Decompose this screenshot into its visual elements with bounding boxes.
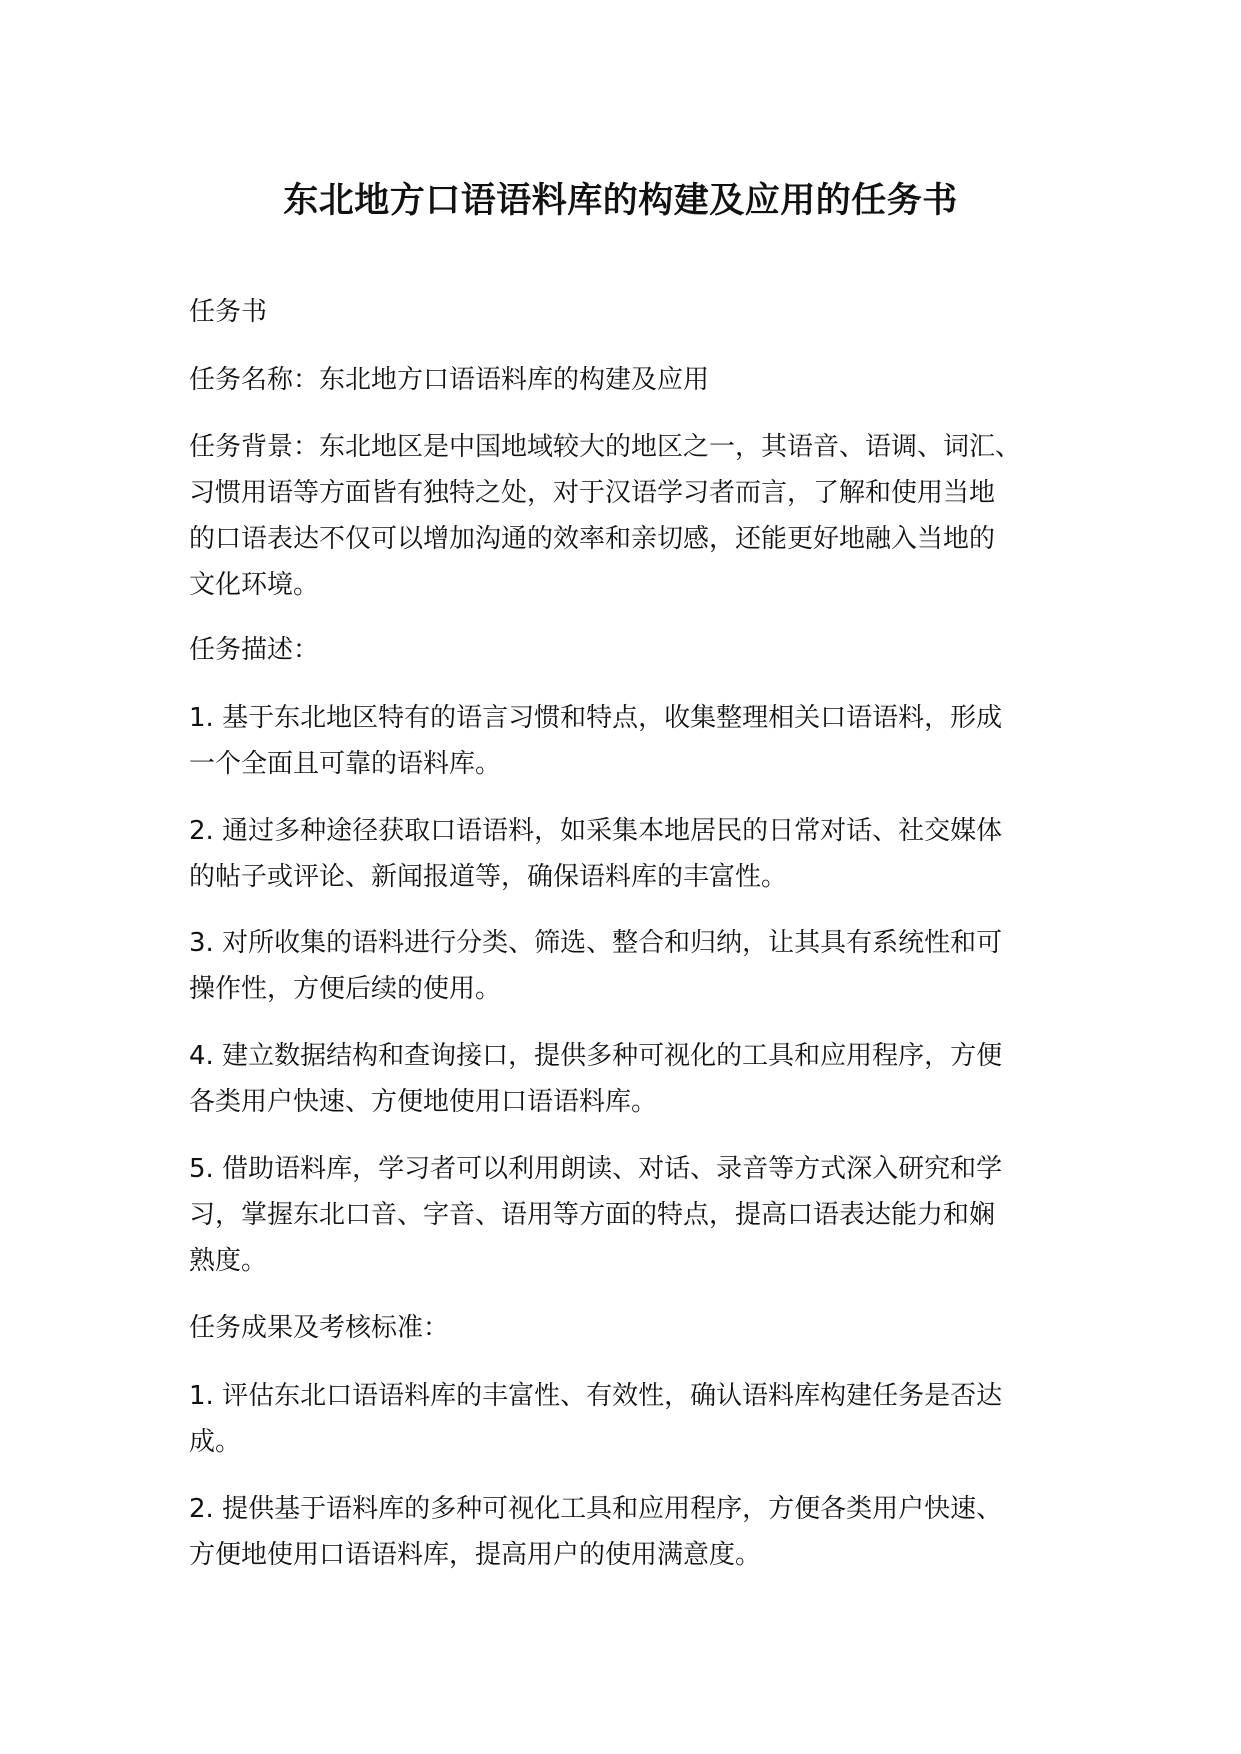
paragraph-outcomes-heading xyxy=(189,1305,1079,1351)
paragraph-line: 的帖子或评论、新闻报道等，确保语料库的丰富性。 xyxy=(189,862,788,892)
document-title: 东北地方口语语料库的构建及应用的任务书 xyxy=(283,181,958,221)
paragraph-task-background xyxy=(189,424,1079,608)
paragraph-task-name xyxy=(189,357,1079,403)
paragraph-line: 方便地使用口语语料库，提高用户的使用满意度。 xyxy=(189,1540,762,1570)
paragraph-line: 任务背景：东北地区是中国地域较大的地区之一，其语音、语调、词汇、 xyxy=(189,432,1022,462)
paragraph-line: 的口语表达不仅可以增加沟通的效率和亲切感，还能更好地融入当地的 xyxy=(189,524,996,554)
paragraph-line: 熟度。 xyxy=(189,1246,268,1276)
paragraph-line: 习惯用语等方面皆有独特之处，对于汉语学习者而言，了解和使用当地 xyxy=(189,478,996,508)
outcome-item-1 xyxy=(189,1373,1079,1465)
paragraph-line: 任务成果及考核标准： xyxy=(189,1313,450,1343)
list-item-5 xyxy=(189,1146,1079,1284)
paragraph-task-description-heading xyxy=(189,627,1079,673)
paragraph-line: 任务名称：东北地方口语语料库的构建及应用 xyxy=(189,365,710,395)
outcome-item-2 xyxy=(189,1486,1079,1578)
paragraph-line: 1. 评估东北口语语料库的丰富性、有效性，确认语料库构建任务是否达 xyxy=(189,1381,1003,1411)
paragraph-line: 2. 通过多种途径获取口语语料，如采集本地居民的日常对话、社交媒体 xyxy=(189,816,1003,846)
list-item-2 xyxy=(189,808,1079,900)
paragraph-line: 任务书 xyxy=(189,297,268,327)
paragraph-line: 任务描述： xyxy=(189,635,320,665)
paragraph-line: 成。 xyxy=(189,1427,242,1457)
paragraph-line: 一个全面且可靠的语料库。 xyxy=(189,749,502,779)
list-item-1 xyxy=(189,695,1079,787)
list-item-3 xyxy=(189,920,1079,1012)
paragraph-line: 1. 基于东北地区特有的语言习惯和特点，收集整理相关口语语料，形成 xyxy=(189,703,1003,733)
paragraph-line: 操作性，方便后续的使用。 xyxy=(189,974,502,1004)
paragraph-line: 2. 提供基于语料库的多种可视化工具和应用程序，方便各类用户快速、 xyxy=(189,1494,1003,1524)
paragraph-line: 4. 建立数据结构和查询接口，提供多种可视化的工具和应用程序，方便 xyxy=(189,1041,1003,1071)
paragraph-line: 各类用户快速、方便地使用口语语料库。 xyxy=(189,1087,658,1117)
paragraph-heading xyxy=(189,289,1079,335)
paragraph-line: 5. 借助语料库，学习者可以利用朗读、对话、录音等方式深入研究和学 xyxy=(189,1154,1003,1184)
paragraph-line: 文化环境。 xyxy=(189,570,320,600)
list-item-4 xyxy=(189,1033,1079,1125)
paragraph-line: 3. 对所收集的语料进行分类、筛选、整合和归纳，让其具有系统性和可 xyxy=(189,928,1003,958)
paragraph-line: 习，掌握东北口音、字音、语用等方面的特点，提高口语表达能力和娴 xyxy=(189,1200,996,1230)
